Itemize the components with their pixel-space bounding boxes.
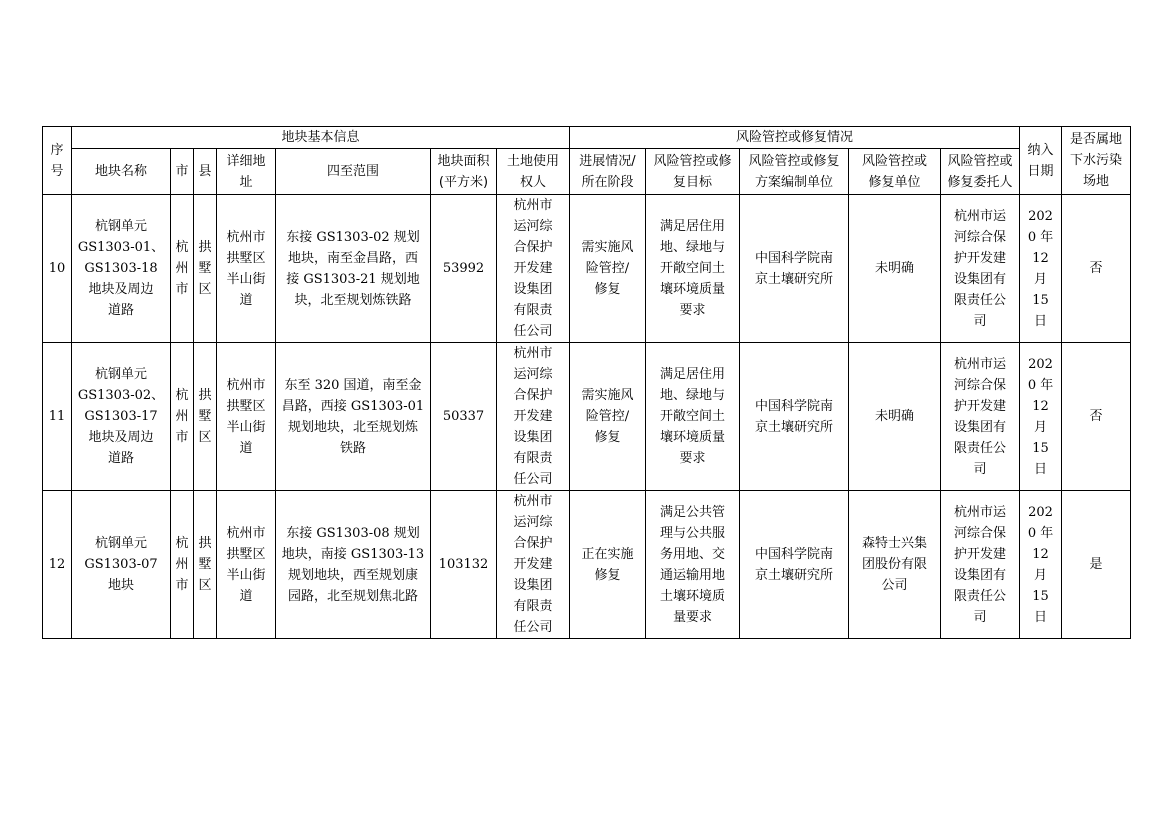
header-address: 详细地 址 [217, 149, 276, 195]
cell-address: 杭州市 拱墅区 半山街 道 [217, 343, 276, 491]
cell-client: 杭州市运 河综合保 护开发建 设集团有 限责任公 司 [941, 195, 1020, 343]
cell-date: 202 0 年 12 月 15 日 [1020, 195, 1062, 343]
cell-stage: 正在实施 修复 [570, 491, 646, 639]
cell-repair-unit: 未明确 [849, 195, 941, 343]
header-groundwater: 是否属地 下水污染 场地 [1062, 127, 1131, 195]
table-row [43, 491, 1131, 639]
cell-owner: 杭州市 运河综 合保护 开发建 设集团 有限责 任公司 [497, 343, 570, 491]
cell-groundwater: 否 [1062, 195, 1131, 343]
cell-name: 杭钢单元 GS1303-07 地块 [72, 491, 171, 639]
cell-repair-unit: 未明确 [849, 343, 941, 491]
header-seq: 序 号 [43, 127, 72, 195]
cell-target: 满足居住用 地、绿地与 开敞空间土 壤环境质量 要求 [646, 343, 740, 491]
header-stage: 进展情况/ 所在阶段 [570, 149, 646, 195]
cell-seq: 12 [43, 491, 72, 639]
header-basic-info: 地块基本信息 [72, 127, 570, 149]
cell-city: 杭 州 市 [171, 343, 194, 491]
cell-plan-unit: 中国科学院南 京土壤研究所 [740, 343, 849, 491]
cell-county: 拱 墅 区 [194, 195, 217, 343]
cell-date: 202 0 年 12 月 15 日 [1020, 343, 1062, 491]
cell-city: 杭 州 市 [171, 491, 194, 639]
cell-county: 拱 墅 区 [194, 343, 217, 491]
header-bounds: 四至范围 [276, 149, 431, 195]
header-owner: 土地使用 权人 [497, 149, 570, 195]
cell-groundwater: 是 [1062, 491, 1131, 639]
header-repair-unit: 风险管控或 修复单位 [849, 149, 941, 195]
cell-stage: 需实施风 险管控/ 修复 [570, 195, 646, 343]
cell-area: 53992 [431, 195, 497, 343]
cell-area: 50337 [431, 343, 497, 491]
table-row [43, 343, 1131, 491]
cell-target: 满足公共管 理与公共服 务用地、交 通运输用地 土壤环境质 量要求 [646, 491, 740, 639]
header-client: 风险管控或 修复委托人 [941, 149, 1020, 195]
cell-stage: 需实施风 险管控/ 修复 [570, 343, 646, 491]
cell-plan-unit: 中国科学院南 京土壤研究所 [740, 491, 849, 639]
header-area: 地块面积 (平方米) [431, 149, 497, 195]
header-name: 地块名称 [72, 149, 171, 195]
cell-area: 103132 [431, 491, 497, 639]
contaminated-site-table [42, 126, 1131, 639]
cell-seq: 11 [43, 343, 72, 491]
header-included-date: 纳入 日期 [1020, 127, 1062, 195]
cell-owner: 杭州市 运河综 合保护 开发建 设集团 有限责 任公司 [497, 195, 570, 343]
header-plan-unit: 风险管控或修复 方案编制单位 [740, 149, 849, 195]
header-target: 风险管控或修 复目标 [646, 149, 740, 195]
cell-owner: 杭州市 运河综 合保护 开发建 设集团 有限责 任公司 [497, 491, 570, 639]
cell-repair-unit: 森特士兴集 团股份有限 公司 [849, 491, 941, 639]
cell-county: 拱 墅 区 [194, 491, 217, 639]
cell-address: 杭州市 拱墅区 半山街 道 [217, 195, 276, 343]
cell-seq: 10 [43, 195, 72, 343]
cell-city: 杭 州 市 [171, 195, 194, 343]
cell-client: 杭州市运 河综合保 护开发建 设集团有 限责任公 司 [941, 343, 1020, 491]
header-county: 县 [194, 149, 217, 195]
header-city: 市 [171, 149, 194, 195]
header-risk-info: 风险管控或修复情况 [570, 127, 1020, 149]
cell-plan-unit: 中国科学院南 京土壤研究所 [740, 195, 849, 343]
cell-bounds: 东接 GS1303-08 规划 地块，南接 GS1303-13 规划地块，西至规划康 园路，北至规划焦北路 [276, 491, 431, 639]
cell-name: 杭钢单元 GS1303-02、 GS1303-17 地块及周边 道路 [72, 343, 171, 491]
cell-name: 杭钢单元 GS1303-01、 GS1303-18 地块及周边 道路 [72, 195, 171, 343]
cell-target: 满足居住用 地、绿地与 开敞空间土 壤环境质量 要求 [646, 195, 740, 343]
cell-client: 杭州市运 河综合保 护开发建 设集团有 限责任公 司 [941, 491, 1020, 639]
cell-date: 202 0 年 12 月 15 日 [1020, 491, 1062, 639]
cell-groundwater: 否 [1062, 343, 1131, 491]
cell-bounds: 东接 GS1303-02 规划 地块，南至金昌路，西 接 GS1303-21 规划地 块，北至规划炼铁路 [276, 195, 431, 343]
cell-bounds: 东至 320 国道，南至金 昌路，西接 GS1303-01 规划地块，北至规划炼 铁路 [276, 343, 431, 491]
cell-address: 杭州市 拱墅区 半山街 道 [217, 491, 276, 639]
table-row [43, 195, 1131, 343]
